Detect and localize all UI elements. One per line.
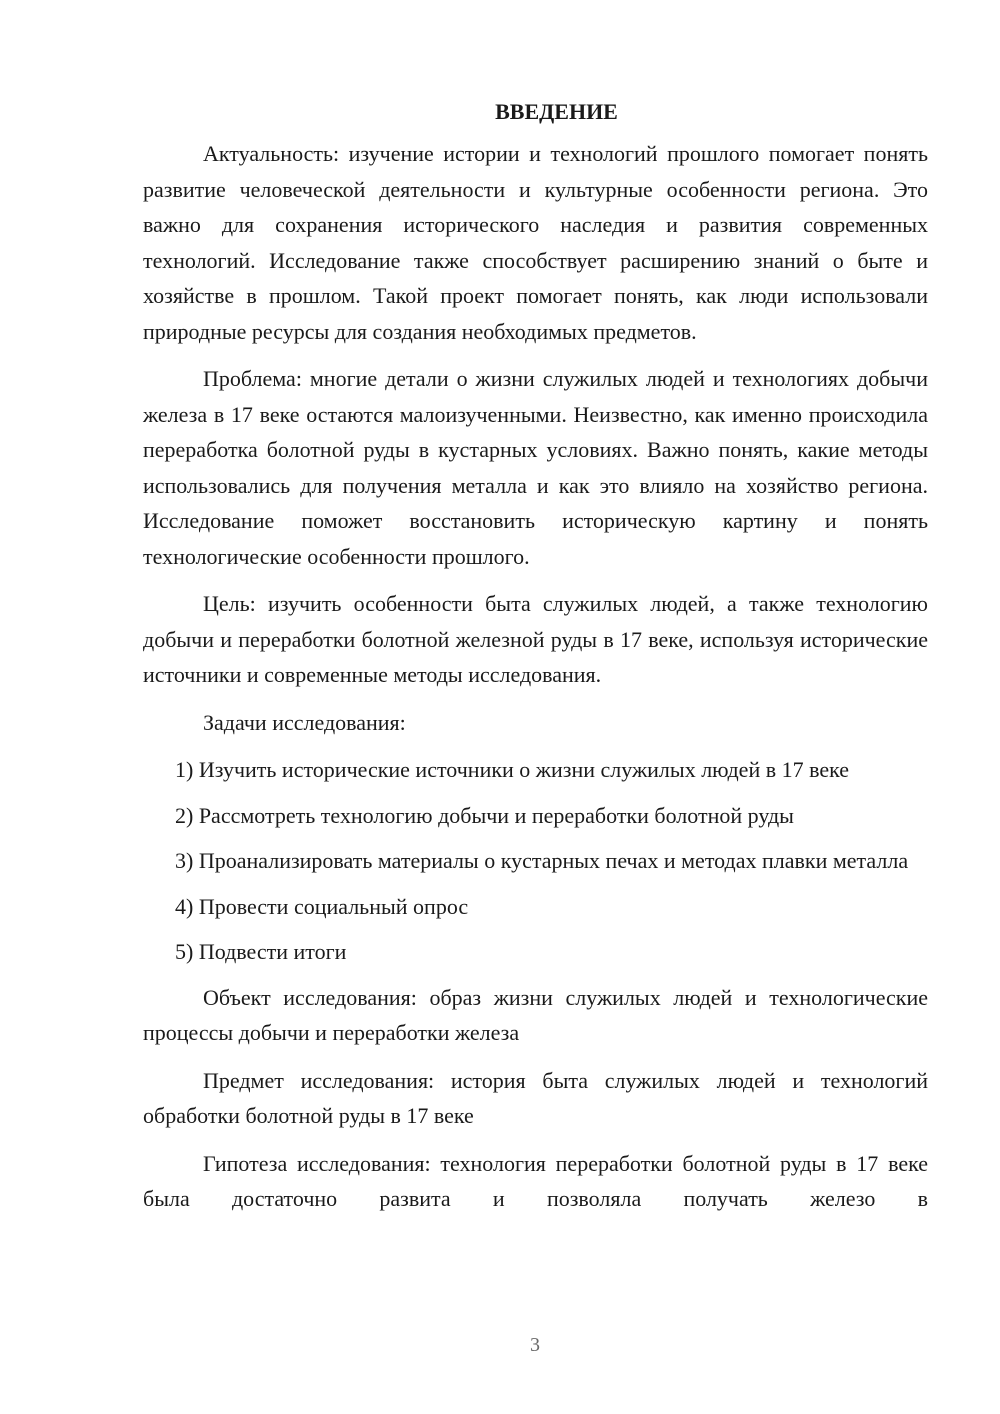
list-item: 1) Изучить исторические источники о жизни служилых людей в 17 веке xyxy=(175,757,850,782)
list-item: 3) Проанализировать материалы о кустарных печах и методах плавки металла xyxy=(175,848,909,873)
tasks-heading: Задачи исследования: xyxy=(203,709,406,735)
section-title: ВВЕДЕНИЕ xyxy=(495,99,618,124)
list-item: 5) Подвести итоги xyxy=(175,939,347,964)
object-paragraph: Объект исследования: образ жизни служилых людей и технологические процессы добычи и переработки железа xyxy=(143,984,928,1045)
list-item: 4) Провести социальный опрос xyxy=(175,893,469,919)
subject-paragraph: Предмет исследования: история быта служилых людей и технологий обработки болотной руды в 17 веке xyxy=(143,1067,928,1128)
tasks-list xyxy=(143,752,928,970)
page-number: 3 xyxy=(530,1334,540,1356)
relevance-paragraph: Актуальность: изучение истории и технологий прошлого помогает понять развитие человеческой деятельности и культурные особенности региона. Это важно для сохранения исторического наследия и развития современных технологий. Исследование также способствует расширению знаний о быте и хозяйстве в прошлом. Такой проект помогает понять, как люди использовали природные ресурсы для создания необходимых предметов. xyxy=(143,141,928,344)
goal-paragraph: Цель: изучить особенности быта служилых людей, а также технологию добычи и переработки болотной железной руды в 17 веке, используя исторические источники и современные методы исследования. xyxy=(143,591,928,687)
hypothesis-paragraph: Гипотеза исследования: технология переработки болотной руды в 17 веке была достаточно развита и позволяла получать железо в xyxy=(143,1150,928,1211)
list-item: 2) Рассмотреть технологию добычи и переработки болотной руды xyxy=(175,802,794,828)
problem-paragraph: Проблема: многие детали о жизни служилых людей и технологиях добычи железа в 17 веке остаются малоизученными. Неизвестно, как именно происходила переработка болотной руды в кустарных условиях. Важно понять, какие методы использовались для получения металла и как это влияло на хозяйство региона. Исследование поможет восстановить историческую картину и понять технологические особенности прошлого. xyxy=(143,366,928,569)
